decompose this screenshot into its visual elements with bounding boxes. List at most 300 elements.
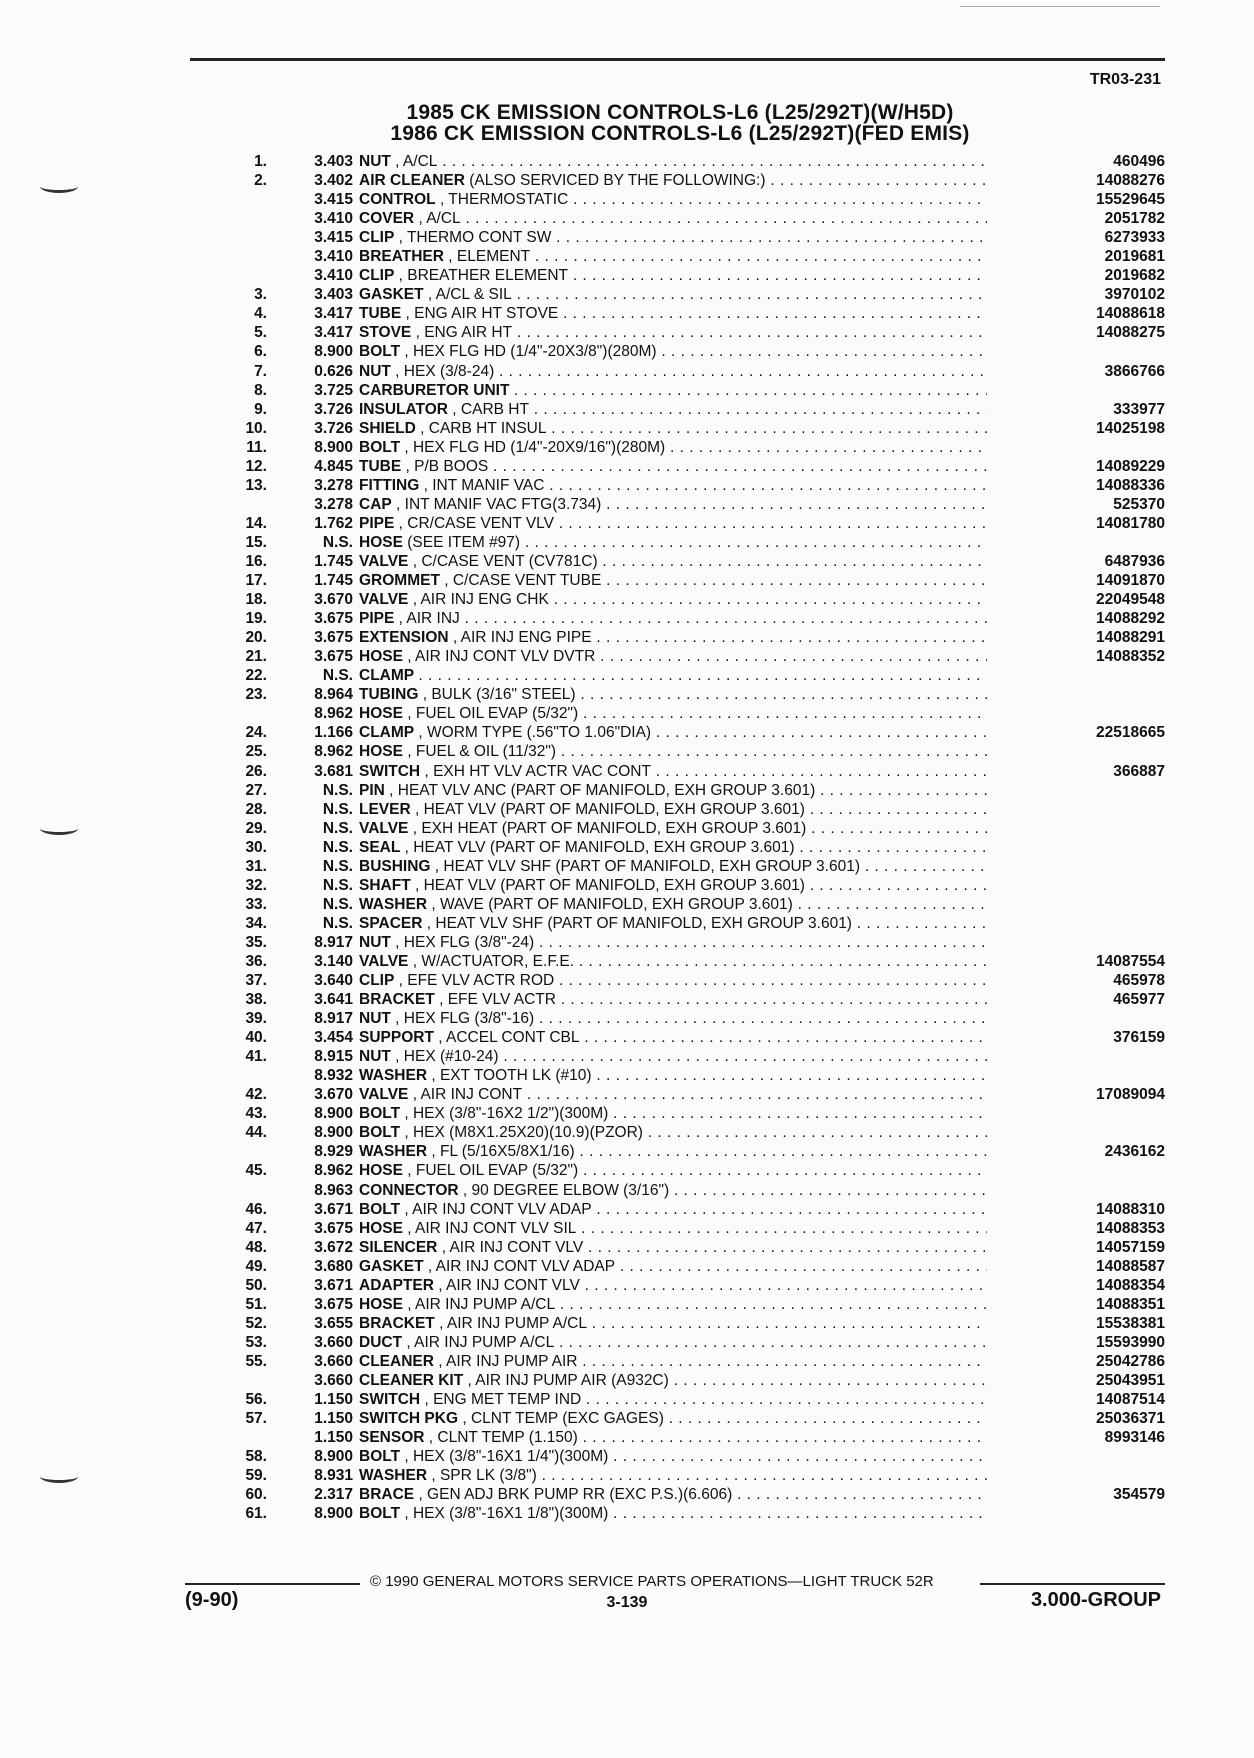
part-number: 25043951 bbox=[1096, 1372, 1165, 1389]
group-number: N.S. bbox=[322, 667, 353, 685]
part-description bbox=[359, 723, 987, 742]
part-description bbox=[359, 1447, 987, 1466]
part-description bbox=[359, 1295, 987, 1314]
item-number: 55. bbox=[245, 1352, 267, 1370]
part-number: 14087514 bbox=[1096, 1391, 1165, 1409]
part-name: GASKET bbox=[359, 1257, 424, 1275]
part-name: CLIP bbox=[359, 267, 395, 285]
item-number: 10. bbox=[245, 419, 267, 437]
part-name: BOLT bbox=[359, 343, 401, 361]
part-name: CLAMP bbox=[359, 724, 415, 742]
part-row bbox=[225, 876, 1165, 895]
group-number: 3.410 bbox=[314, 267, 353, 285]
part-name: CONNECTOR bbox=[359, 1181, 459, 1199]
part-name: SHAFT bbox=[359, 876, 411, 894]
part-detail: , HEAT VLV (PART OF MANIFOLD, EXH GROUP 3.601) bbox=[414, 876, 805, 894]
part-row bbox=[225, 514, 1165, 533]
part-row bbox=[225, 247, 1165, 266]
part-name: VALVE bbox=[359, 1086, 409, 1104]
part-detail: , INT MANIF VAC bbox=[423, 476, 545, 494]
part-description bbox=[359, 1257, 987, 1276]
part-number: 14088353 bbox=[1096, 1219, 1165, 1237]
part-detail: , CARB HT bbox=[452, 400, 529, 418]
part-detail: , WORM TYPE (.56"TO 1.06"DIA) bbox=[418, 724, 652, 742]
part-name: CLEANER bbox=[359, 1352, 434, 1370]
part-description bbox=[359, 362, 987, 381]
part-description bbox=[359, 971, 987, 990]
part-number: 14025198 bbox=[1096, 419, 1165, 437]
group-number: N.S. bbox=[322, 857, 353, 875]
group-number: 3.402 bbox=[314, 172, 353, 190]
part-number: 15538381 bbox=[1096, 1314, 1165, 1332]
group-number: 3.670 bbox=[314, 591, 353, 609]
part-row bbox=[225, 285, 1165, 304]
part-name: ADAPTER bbox=[359, 1276, 434, 1294]
group-number: 1.150 bbox=[314, 1391, 353, 1409]
part-name: VALVE bbox=[359, 591, 409, 609]
part-detail: , WAVE (PART OF MANIFOLD, EXH GROUP 3.601) bbox=[431, 895, 793, 913]
part-detail: , AIR INJ CONT VLV ADAP bbox=[404, 1200, 592, 1218]
part-detail: , HEX (3/8"-16X1 1/4")(300M) bbox=[404, 1448, 609, 1466]
part-name: TUBE bbox=[359, 457, 402, 475]
part-description bbox=[359, 1009, 987, 1028]
part-number: 14088618 bbox=[1096, 305, 1165, 323]
part-row bbox=[225, 342, 1165, 361]
part-row bbox=[225, 800, 1165, 819]
part-row bbox=[225, 895, 1165, 914]
part-description bbox=[359, 1028, 987, 1047]
part-row bbox=[225, 1257, 1165, 1276]
part-detail: , AIR INJ PUMP A/CL bbox=[439, 1314, 587, 1332]
part-name: INSULATOR bbox=[359, 400, 448, 418]
part-name: EXTENSION bbox=[359, 629, 449, 647]
part-row bbox=[225, 152, 1165, 171]
part-number: 14089229 bbox=[1096, 457, 1165, 475]
item-number: 18. bbox=[245, 591, 267, 609]
part-number: 525370 bbox=[1113, 495, 1165, 513]
part-name: SWITCH bbox=[359, 1391, 421, 1409]
group-number: 8.915 bbox=[314, 1048, 353, 1066]
group-number: 8.964 bbox=[314, 686, 353, 704]
part-row bbox=[225, 1485, 1165, 1504]
part-detail: , ENG MET TEMP IND bbox=[424, 1391, 582, 1409]
part-number: 2051782 bbox=[1104, 210, 1165, 228]
item-number: 33. bbox=[245, 895, 267, 913]
group-number: N.S. bbox=[322, 914, 353, 932]
part-detail: , SPR LK (3/8") bbox=[431, 1467, 537, 1485]
item-number: 24. bbox=[245, 724, 267, 742]
part-number: 465978 bbox=[1113, 972, 1165, 990]
group-number: 1.166 bbox=[314, 724, 353, 742]
part-number: 14088587 bbox=[1096, 1257, 1165, 1275]
group-number: 8.962 bbox=[314, 705, 353, 723]
part-row bbox=[225, 1104, 1165, 1123]
group-number: 3.660 bbox=[314, 1352, 353, 1370]
part-number: 465977 bbox=[1113, 991, 1165, 1009]
part-description bbox=[359, 495, 987, 514]
part-name: BRACKET bbox=[359, 1314, 435, 1332]
group-number: 1.745 bbox=[314, 572, 353, 590]
group-number: N.S. bbox=[322, 781, 353, 799]
item-number: 57. bbox=[245, 1410, 267, 1428]
part-name: NUT bbox=[359, 362, 391, 380]
part-number: 14088276 bbox=[1096, 172, 1165, 190]
binder-hole-mark bbox=[40, 822, 78, 835]
part-description bbox=[359, 1085, 987, 1104]
item-number: 50. bbox=[245, 1276, 267, 1294]
part-row bbox=[225, 381, 1165, 400]
part-description bbox=[359, 781, 987, 800]
part-detail: , EXH HT VLV ACTR VAC CONT bbox=[424, 762, 651, 780]
title-line-1: 1985 CK EMISSION CONTROLS-L6 (L25/292T)(W/H5D) bbox=[406, 101, 954, 124]
part-name: HOSE bbox=[359, 1295, 403, 1313]
group-number: 3.660 bbox=[314, 1333, 353, 1351]
part-name: BRACKET bbox=[359, 991, 435, 1009]
group-number: 3.726 bbox=[314, 419, 353, 437]
part-row bbox=[225, 666, 1165, 685]
group-number: 1.150 bbox=[314, 1410, 353, 1428]
part-detail: , BULK (3/16" STEEL) bbox=[422, 686, 576, 704]
part-number: 6273933 bbox=[1104, 229, 1165, 247]
part-description bbox=[359, 1504, 987, 1523]
part-description bbox=[359, 762, 987, 781]
part-description bbox=[359, 323, 987, 342]
part-row bbox=[225, 1123, 1165, 1142]
group-number: 8.900 bbox=[314, 438, 353, 456]
part-row bbox=[225, 1028, 1165, 1047]
binder-hole-mark bbox=[40, 180, 78, 193]
item-number: 20. bbox=[245, 629, 267, 647]
part-description bbox=[359, 1390, 987, 1409]
item-number: 49. bbox=[245, 1257, 267, 1275]
part-number: 8993146 bbox=[1104, 1429, 1165, 1447]
part-description bbox=[359, 647, 987, 666]
item-number: 16. bbox=[245, 552, 267, 570]
group-number: 8.929 bbox=[314, 1143, 353, 1161]
part-description bbox=[359, 171, 987, 190]
group-code: 3.000-GROUP bbox=[1030, 1589, 1161, 1611]
part-name: WASHER bbox=[359, 895, 428, 913]
item-number: 29. bbox=[245, 819, 267, 837]
part-row bbox=[225, 838, 1165, 857]
part-description bbox=[359, 895, 987, 914]
part-name: NUT bbox=[359, 1010, 391, 1028]
part-description bbox=[359, 876, 987, 895]
part-name: WASHER bbox=[359, 1467, 428, 1485]
part-number: 15593990 bbox=[1096, 1333, 1165, 1351]
part-description bbox=[359, 685, 987, 704]
part-name: PIPE bbox=[359, 514, 395, 532]
part-row bbox=[225, 400, 1165, 419]
part-detail: , AIR INJ ENG PIPE bbox=[452, 629, 592, 647]
part-description bbox=[359, 1066, 987, 1085]
part-row bbox=[225, 723, 1165, 742]
group-number: 3.675 bbox=[314, 648, 353, 666]
part-number: 6487936 bbox=[1104, 552, 1165, 570]
part-row bbox=[225, 1238, 1165, 1257]
item-number: 38. bbox=[245, 991, 267, 1009]
part-description bbox=[359, 304, 987, 323]
part-name: PIN bbox=[359, 781, 385, 799]
part-name: HOSE bbox=[359, 1162, 403, 1180]
part-name: BOLT bbox=[359, 438, 401, 456]
part-row bbox=[225, 1409, 1165, 1428]
part-name: NUT bbox=[359, 933, 391, 951]
part-description bbox=[359, 476, 987, 495]
group-number: 3.454 bbox=[314, 1029, 353, 1047]
part-detail: , EFE VLV ACTR bbox=[439, 991, 556, 1009]
part-number: 2019681 bbox=[1104, 248, 1165, 266]
part-number: 22049548 bbox=[1096, 591, 1165, 609]
part-detail: (ALSO SERVICED BY THE FOLLOWING:) bbox=[469, 172, 766, 190]
part-row bbox=[225, 476, 1165, 495]
item-number: 21. bbox=[245, 648, 267, 666]
group-number: 8.900 bbox=[314, 1448, 353, 1466]
item-number: 31. bbox=[245, 857, 267, 875]
part-detail: , HEX (M8X1.25X20)(10.9)(PZOR) bbox=[404, 1124, 643, 1142]
part-detail: , AIR INJ ENG CHK bbox=[412, 591, 549, 609]
group-number: N.S. bbox=[322, 533, 353, 551]
part-detail: , AIR INJ CONT VLV bbox=[438, 1276, 580, 1294]
part-description bbox=[359, 438, 987, 457]
group-number: 3.681 bbox=[314, 762, 353, 780]
group-number: 0.626 bbox=[314, 362, 353, 380]
part-row bbox=[225, 609, 1165, 628]
part-row bbox=[225, 1295, 1165, 1314]
group-number: 8.963 bbox=[314, 1181, 353, 1199]
part-description bbox=[359, 266, 987, 285]
group-number: 8.962 bbox=[314, 743, 353, 761]
part-description bbox=[359, 990, 987, 1009]
part-name: VALVE bbox=[359, 552, 409, 570]
group-number: 8.900 bbox=[314, 343, 353, 361]
part-detail: , HEAT VLV SHF (PART OF MANIFOLD, EXH GROUP 3.601) bbox=[434, 857, 861, 875]
part-name: COVER bbox=[359, 210, 415, 228]
part-detail: , HEX (3/8-24) bbox=[395, 362, 495, 380]
group-number: 2.317 bbox=[314, 1486, 353, 1504]
item-number: 4. bbox=[254, 305, 267, 323]
part-detail: , ACCEL CONT CBL bbox=[438, 1029, 580, 1047]
part-detail: , ELEMENT bbox=[448, 248, 531, 266]
part-number: 14088310 bbox=[1096, 1200, 1165, 1218]
item-number: 60. bbox=[245, 1486, 267, 1504]
part-row bbox=[225, 819, 1165, 838]
part-description bbox=[359, 628, 987, 647]
item-number: 53. bbox=[245, 1333, 267, 1351]
part-row bbox=[225, 590, 1165, 609]
part-row bbox=[225, 857, 1165, 876]
part-name: HOSE bbox=[359, 743, 403, 761]
part-name: CLAMP bbox=[359, 667, 415, 685]
header-rule bbox=[190, 58, 1165, 61]
part-detail: , THERMOSTATIC bbox=[439, 191, 569, 209]
group-number: 3.670 bbox=[314, 1086, 353, 1104]
group-number: 3.725 bbox=[314, 381, 353, 399]
item-number: 5. bbox=[254, 324, 267, 342]
part-description bbox=[359, 1047, 987, 1066]
part-row bbox=[225, 419, 1165, 438]
part-row bbox=[225, 1314, 1165, 1333]
group-number: 3.278 bbox=[314, 476, 353, 494]
item-number: 43. bbox=[245, 1105, 267, 1123]
part-detail: , AIR INJ PUMP A/CL bbox=[407, 1295, 556, 1313]
group-number: 3.417 bbox=[314, 324, 353, 342]
item-number: 37. bbox=[245, 972, 267, 990]
part-row bbox=[225, 209, 1165, 228]
part-name: HOSE bbox=[359, 648, 403, 666]
part-number: 3866766 bbox=[1104, 362, 1165, 380]
part-description bbox=[359, 952, 987, 971]
part-row bbox=[225, 1504, 1165, 1523]
part-number: 14081780 bbox=[1096, 514, 1165, 532]
group-number: 3.675 bbox=[314, 1295, 353, 1313]
part-detail: , ENG AIR HT bbox=[415, 324, 513, 342]
part-description bbox=[359, 704, 987, 723]
part-row bbox=[225, 933, 1165, 952]
part-name: FITTING bbox=[359, 476, 420, 494]
part-number: 14088291 bbox=[1096, 629, 1165, 647]
part-row bbox=[225, 1352, 1165, 1371]
item-number: 27. bbox=[245, 781, 267, 799]
item-number: 34. bbox=[245, 914, 267, 932]
part-name: AIR CLEANER bbox=[359, 172, 465, 190]
part-name: CAP bbox=[359, 495, 392, 513]
item-number: 23. bbox=[245, 686, 267, 704]
part-detail: , EXT TOOTH LK (#10) bbox=[431, 1067, 592, 1085]
part-detail: , HEX (3/8"-16X2 1/2")(300M) bbox=[404, 1105, 609, 1123]
part-description bbox=[359, 1352, 987, 1371]
group-number: 3.671 bbox=[314, 1276, 353, 1294]
scan-artifact-line bbox=[960, 6, 1160, 7]
part-detail: , HEX FLG HD (1/4"-20X3/8")(280M) bbox=[404, 343, 657, 361]
group-number: 8.917 bbox=[314, 1010, 353, 1028]
part-description bbox=[359, 571, 987, 590]
item-number: 15. bbox=[245, 533, 267, 551]
part-detail: , AIR INJ CONT bbox=[412, 1086, 523, 1104]
part-number: 460496 bbox=[1113, 153, 1165, 170]
part-detail: , AIR INJ CONT VLV ADAP bbox=[427, 1257, 616, 1275]
part-description bbox=[359, 1314, 987, 1333]
part-name: SENSOR bbox=[359, 1429, 425, 1447]
group-number: 8.900 bbox=[314, 1124, 353, 1142]
group-number: N.S. bbox=[322, 838, 353, 856]
part-name: LEVER bbox=[359, 800, 411, 818]
part-description bbox=[359, 1428, 987, 1447]
part-description bbox=[359, 1333, 987, 1352]
part-name: SWITCH PKG bbox=[359, 1410, 459, 1428]
part-row bbox=[225, 1066, 1165, 1085]
item-number: 48. bbox=[245, 1238, 267, 1256]
binder-hole-mark bbox=[40, 1470, 78, 1483]
part-detail: , HEX FLG (3/8"-16) bbox=[395, 1010, 535, 1028]
part-name: SEAL bbox=[359, 838, 401, 856]
part-description bbox=[359, 1409, 987, 1428]
part-description bbox=[359, 228, 987, 247]
part-row bbox=[225, 571, 1165, 590]
part-number: 2436162 bbox=[1104, 1143, 1165, 1161]
part-number: 14088354 bbox=[1096, 1276, 1165, 1294]
part-detail: , HEAT VLV (PART OF MANIFOLD, EXH GROUP 3.601) bbox=[404, 838, 795, 856]
part-name: HOSE bbox=[359, 533, 403, 551]
group-number: 1.745 bbox=[314, 552, 353, 570]
item-number: 25. bbox=[245, 743, 267, 761]
item-number: 13. bbox=[245, 476, 267, 494]
part-row bbox=[225, 362, 1165, 381]
part-name: GROMMET bbox=[359, 572, 440, 590]
part-description bbox=[359, 1161, 987, 1180]
item-number: 28. bbox=[245, 800, 267, 818]
part-number: 25042786 bbox=[1096, 1352, 1165, 1370]
part-name: SWITCH bbox=[359, 762, 421, 780]
part-number: 333977 bbox=[1113, 400, 1165, 418]
part-name: BOLT bbox=[359, 1124, 401, 1142]
group-number: 3.278 bbox=[314, 495, 353, 513]
part-row bbox=[225, 1161, 1165, 1180]
group-number: 3.140 bbox=[314, 952, 353, 970]
part-detail: , AIR INJ PUMP AIR bbox=[438, 1352, 578, 1370]
part-row bbox=[225, 171, 1165, 190]
part-name: WASHER bbox=[359, 1143, 428, 1161]
part-name: CLIP bbox=[359, 229, 395, 247]
part-description bbox=[359, 590, 987, 609]
part-name: BOLT bbox=[359, 1448, 401, 1466]
group-number: 3.675 bbox=[314, 629, 353, 647]
parts-list bbox=[225, 152, 1165, 1523]
part-description bbox=[359, 209, 987, 228]
item-number: 39. bbox=[245, 1010, 267, 1028]
group-number: N.S. bbox=[322, 800, 353, 818]
part-description bbox=[359, 800, 987, 819]
part-name: GASKET bbox=[359, 286, 424, 304]
part-description bbox=[359, 1104, 987, 1123]
part-name: HOSE bbox=[359, 1219, 403, 1237]
part-description bbox=[359, 933, 987, 952]
part-name: SUPPORT bbox=[359, 1029, 434, 1047]
item-number: 51. bbox=[245, 1295, 267, 1313]
group-number: 3.675 bbox=[314, 610, 353, 628]
part-name: VALVE bbox=[359, 819, 409, 837]
group-number: N.S. bbox=[322, 895, 353, 913]
part-number: 2019682 bbox=[1104, 267, 1165, 285]
part-detail: , BREATHER ELEMENT bbox=[398, 267, 569, 285]
item-number: 47. bbox=[245, 1219, 267, 1237]
item-number: 32. bbox=[245, 876, 267, 894]
part-name: WASHER bbox=[359, 1067, 428, 1085]
part-description bbox=[359, 1142, 987, 1161]
part-description bbox=[359, 1276, 987, 1295]
part-row bbox=[225, 914, 1165, 933]
part-row bbox=[225, 1447, 1165, 1466]
part-row bbox=[225, 1390, 1165, 1409]
part-row bbox=[225, 533, 1165, 552]
part-description bbox=[359, 1466, 987, 1485]
group-number: 3.680 bbox=[314, 1257, 353, 1275]
title-line-2: 1986 CK EMISSION CONTROLS-L6 (L25/292T)(FED EMIS) bbox=[390, 122, 970, 145]
group-number: 3.640 bbox=[314, 972, 353, 990]
group-number: 3.410 bbox=[314, 210, 353, 228]
group-number: 3.641 bbox=[314, 991, 353, 1009]
part-description bbox=[359, 514, 987, 533]
part-row bbox=[225, 1371, 1165, 1390]
part-row bbox=[225, 1466, 1165, 1485]
part-detail: , W/ACTUATOR, E.F.E. bbox=[412, 952, 575, 970]
part-detail: (SEE ITEM #97) bbox=[407, 533, 521, 551]
part-name: CLEANER KIT bbox=[359, 1372, 464, 1389]
document-code: TR03-231 bbox=[1089, 71, 1161, 88]
part-number: 14088336 bbox=[1096, 476, 1165, 494]
part-number: 22518665 bbox=[1096, 724, 1165, 742]
item-number: 52. bbox=[245, 1314, 267, 1332]
